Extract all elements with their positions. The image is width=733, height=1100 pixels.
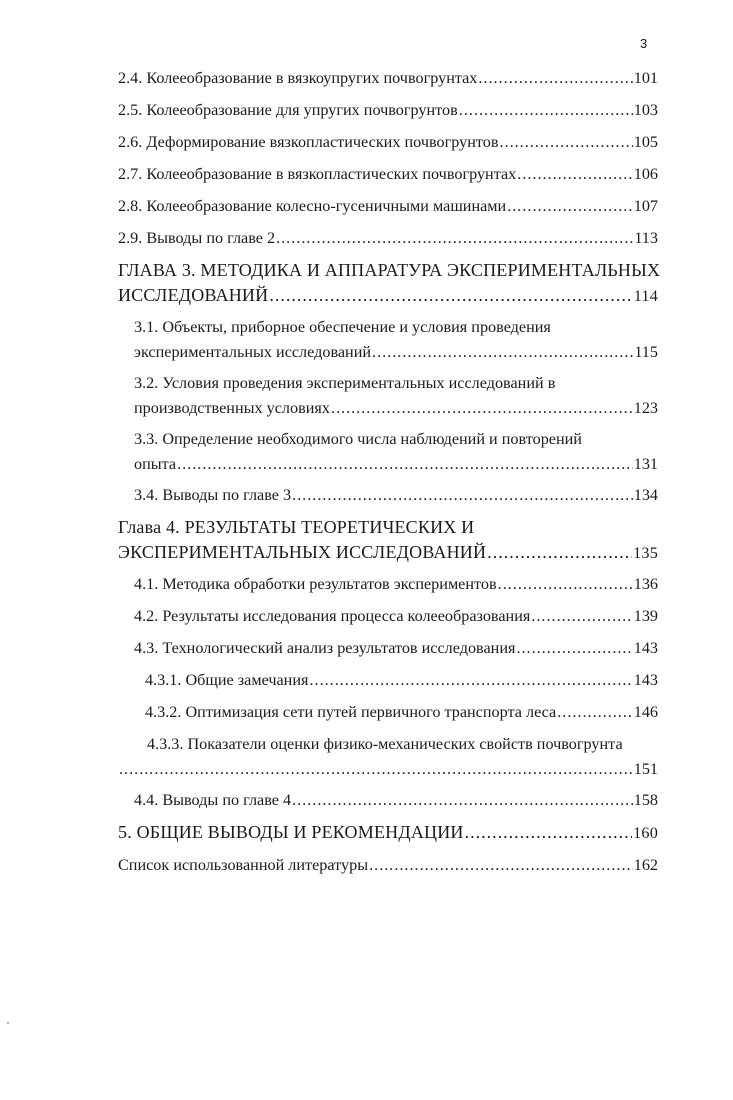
toc-entry-title-line1: 4.3.3. Показатели оценки физико-механических свойств почвогрунта <box>147 735 623 753</box>
toc-entry-title: 4.3. Технологический анализ результатов исследования <box>134 639 516 657</box>
toc-entry-2-6 <box>118 130 658 155</box>
scan-speck <box>7 1022 9 1024</box>
dot-leader <box>557 700 632 725</box>
toc-entry-page: 114 <box>633 287 658 305</box>
toc-entry-2-8 <box>118 194 658 219</box>
toc-entry-4-4 <box>118 788 658 813</box>
toc-entry-title-line1: 3.2. Условия проведения экспериментальных исследований в <box>134 374 556 392</box>
toc-entry-title-line1: ГЛАВА 3. МЕТОДИКА И АППАРАТУРА ЭКСПЕРИМЕНТАЛЬНЫХ <box>118 260 661 280</box>
dot-leader <box>498 572 633 597</box>
toc-entry-page: 103 <box>633 101 658 119</box>
dot-leader <box>517 162 632 187</box>
toc-entry-title: 2.7. Колееобразование в вязкопластических почвогрунтах <box>118 165 517 183</box>
dot-leader <box>531 604 632 629</box>
toc-entry-title: производственных условиях <box>134 399 330 417</box>
toc-entry-page: 139 <box>633 607 658 625</box>
dot-leader <box>465 820 633 845</box>
toc-entry-3-1 <box>118 315 658 365</box>
toc-entry-title: 4.3.1. Общие замечания <box>145 671 309 689</box>
toc-entry-4-3-2 <box>118 700 658 725</box>
dot-leader <box>269 283 632 308</box>
toc-entry-chapter-4 <box>118 515 658 566</box>
toc-entry-page: 134 <box>633 486 658 504</box>
toc-entry-title: 5. ОБЩИЕ ВЫВОДЫ И РЕКОМЕНДАЦИИ <box>118 822 464 842</box>
toc-entry-title: экспериментальных исследований <box>134 343 372 361</box>
toc-entry-title: 4.4. Выводы по главе 4 <box>134 791 292 809</box>
toc-entry-3-4 <box>118 483 658 508</box>
toc-entry-page: 136 <box>633 575 658 593</box>
dot-leader <box>119 757 633 782</box>
dot-leader <box>292 788 633 813</box>
toc-entry-4-2 <box>118 604 658 629</box>
dot-leader <box>372 340 633 365</box>
dot-leader <box>276 226 633 251</box>
dot-leader <box>331 396 633 421</box>
toc-entry-3-2 <box>118 371 658 421</box>
dot-leader <box>499 130 632 155</box>
table-of-contents <box>118 66 661 885</box>
dot-leader <box>478 66 632 91</box>
dot-leader <box>507 194 633 219</box>
toc-entry-title-line1: 3.3. Определение необходимого числа наблюдений и повторений <box>134 430 582 448</box>
toc-entry-page: 115 <box>634 343 658 361</box>
toc-entry-title: 2.6. Деформирование вязкопластических почвогрунтов <box>118 133 499 151</box>
toc-entry-page: 123 <box>633 399 658 417</box>
toc-entry-title: 2.9. Выводы по главе 2 <box>118 229 276 247</box>
toc-entry-3-3 <box>118 427 658 477</box>
toc-entry-page: 113 <box>634 229 658 247</box>
toc-entry-page: 143 <box>633 639 658 657</box>
dot-leader <box>459 98 633 123</box>
toc-entry-title: ИССЛЕДОВАНИЙ <box>118 285 269 305</box>
toc-entry-page: 101 <box>633 69 658 87</box>
dot-leader <box>292 483 633 508</box>
toc-entry-2-4 <box>118 66 658 91</box>
toc-entry-title: 4.3.2. Оптимизация сети путей первичного транспорта леса <box>145 703 557 721</box>
toc-entry-conclusions <box>118 820 658 846</box>
dot-leader <box>309 668 632 693</box>
toc-entry-title: 2.5. Колееобразование для упругих почвогрунтов <box>118 101 458 119</box>
dot-leader <box>516 636 632 661</box>
toc-entry-page: 151 <box>633 760 658 778</box>
dot-leader <box>177 452 633 477</box>
toc-entry-page: 107 <box>633 197 658 215</box>
toc-entry-2-9 <box>118 226 658 251</box>
toc-entry-page: 146 <box>633 703 658 721</box>
dot-leader <box>369 853 633 878</box>
toc-entry-references <box>118 853 658 878</box>
toc-entry-title: 3.4. Выводы по главе 3 <box>134 486 292 504</box>
toc-entry-page: 160 <box>633 824 658 842</box>
toc-entry-page: 106 <box>633 165 658 183</box>
toc-entry-2-7 <box>118 162 658 187</box>
toc-entry-4-3-3 <box>118 732 658 782</box>
toc-entry-page: 131 <box>633 455 658 473</box>
toc-entry-page: 135 <box>633 544 658 562</box>
toc-entry-title: 2.4. Колееобразование в вязкоупругих почвогрунтах <box>118 69 478 87</box>
toc-entry-title: опыта <box>134 455 177 473</box>
toc-entry-4-3 <box>118 636 658 661</box>
toc-entry-2-5 <box>118 98 658 123</box>
toc-entry-title: 4.2. Результаты исследования процесса колееобразования <box>134 607 531 625</box>
toc-entry-page: 105 <box>633 133 658 151</box>
toc-entry-title: 2.8. Колееобразование колесно-гусеничными машинами <box>118 197 507 215</box>
toc-entry-title: Список использованной литературы <box>118 856 369 874</box>
toc-entry-page: 162 <box>633 856 658 874</box>
toc-entry-title-line1: Глава 4. РЕЗУЛЬТАТЫ ТЕОРЕТИЧЕСКИХ И <box>118 517 475 537</box>
toc-entry-4-1 <box>118 572 658 597</box>
toc-entry-page: 158 <box>633 791 658 809</box>
toc-entry-title-line1: 3.1. Объекты, приборное обеспечение и условия проведения <box>134 318 551 336</box>
toc-entry-title: 4.1. Методика обработки результатов экспериментов <box>134 575 497 593</box>
toc-entry-chapter-3 <box>118 258 661 309</box>
toc-entry-page: 143 <box>633 671 658 689</box>
toc-entry-title: ЭКСПЕРИМЕНТАЛЬНЫХ ИССЛЕДОВАНИЙ <box>118 542 487 562</box>
toc-entry-4-3-1 <box>118 668 658 693</box>
dot-leader <box>487 540 632 565</box>
page-number: 3 <box>640 36 648 51</box>
